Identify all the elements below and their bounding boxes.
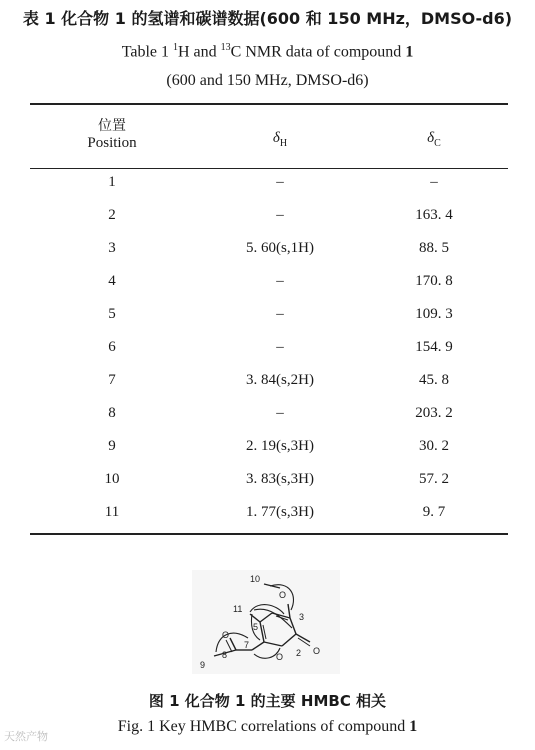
- cell-position: 8: [108, 405, 116, 421]
- cell-position: 11: [104, 504, 120, 520]
- table-header-rule: [30, 168, 508, 169]
- cell-delta-c: –: [430, 174, 438, 190]
- watermark: 天然产物: [4, 730, 48, 743]
- label-o-ketone: O: [222, 630, 230, 640]
- cell-delta-h: 2. 19(s,3H): [246, 438, 314, 454]
- label-o-ring: O: [276, 652, 284, 662]
- cell-position: 7: [108, 372, 116, 388]
- cell-delta-h: 3. 84(s,2H): [246, 372, 314, 388]
- cell-delta-h: –: [276, 174, 284, 190]
- table-row: [0, 306, 535, 326]
- cell-delta-h: 1. 77(s,3H): [246, 504, 314, 520]
- label-n11: 11: [233, 604, 243, 614]
- cell-delta-c: 9. 7: [422, 504, 446, 520]
- table-row: [0, 240, 535, 260]
- cell-position: 3: [108, 240, 116, 256]
- table-top-rule: [30, 103, 508, 105]
- table-row: [0, 174, 535, 194]
- table-row: [0, 207, 535, 227]
- label-n7: 7: [244, 640, 250, 650]
- header-delta-h: $\delta_H$: [272, 130, 288, 149]
- cell-delta-c: 154. 9: [415, 339, 453, 355]
- cell-delta-h: –: [276, 339, 284, 355]
- table-row: [0, 438, 535, 458]
- label-n9: 9: [200, 660, 206, 670]
- table-row: [0, 339, 535, 359]
- header-delta-c: $\delta_C$: [427, 130, 441, 149]
- cell-position: 5: [108, 306, 116, 322]
- cell-delta-c: 88. 5: [419, 240, 449, 256]
- cell-delta-c: 163. 4: [415, 207, 453, 223]
- cell-delta-h: –: [276, 306, 284, 322]
- table-row: [0, 372, 535, 392]
- cell-position: 1: [108, 174, 116, 190]
- table-bottom-rule: [30, 533, 508, 535]
- table-subtitle-en: (600 and 150 MHz, DMSO-d6): [166, 72, 369, 89]
- cell-delta-c: 45. 8: [419, 372, 449, 388]
- cell-delta-c: 203. 2: [415, 405, 453, 421]
- table-row: [0, 504, 535, 524]
- cell-position: 4: [108, 273, 116, 289]
- table-row: [0, 471, 535, 491]
- label-n3: 3: [299, 612, 305, 622]
- label-o-top: O: [279, 590, 287, 600]
- header-position: 位置 Position: [87, 118, 137, 151]
- table-row: [0, 273, 535, 293]
- cell-delta-c: 57. 2: [419, 471, 449, 487]
- table-row: [0, 405, 535, 425]
- label-n10: 10: [250, 574, 261, 584]
- cell-delta-h: –: [276, 207, 284, 223]
- label-n8: 8: [222, 650, 228, 660]
- hmbc-structure-figure: [192, 566, 342, 676]
- cell-delta-h: 3. 83(s,3H): [246, 471, 314, 487]
- cell-delta-h: 5. 60(s,1H): [246, 240, 314, 256]
- figure-caption-cn: 图 1 化合物 1 的主要 HMBC 相关: [148, 692, 387, 710]
- cell-delta-h: –: [276, 273, 284, 289]
- table-title-en: Table 1 $^1$H and $^{13}$C NMR data of compound 1: [121, 42, 414, 61]
- label-n2: 2: [296, 648, 302, 658]
- table-title-cn: 表 1 化合物 1 的氢谱和碳谱数据(600 和 150 MHz，DMSO-d6): [22, 9, 513, 28]
- cell-delta-c: 170. 8: [415, 273, 453, 289]
- cell-position: 2: [108, 207, 116, 223]
- label-n5: 5: [253, 622, 259, 632]
- cell-delta-c: 30. 2: [419, 438, 449, 454]
- label-o-carbonyl: O: [313, 646, 321, 656]
- cell-delta-h: –: [276, 405, 284, 421]
- cell-delta-c: 109. 3: [415, 306, 453, 322]
- figure-caption-en: Fig. 1 Key HMBC correlations of compound 1: [117, 718, 418, 735]
- cell-position: 6: [108, 339, 116, 355]
- cell-position: 10: [104, 471, 120, 487]
- cell-position: 9: [108, 438, 116, 454]
